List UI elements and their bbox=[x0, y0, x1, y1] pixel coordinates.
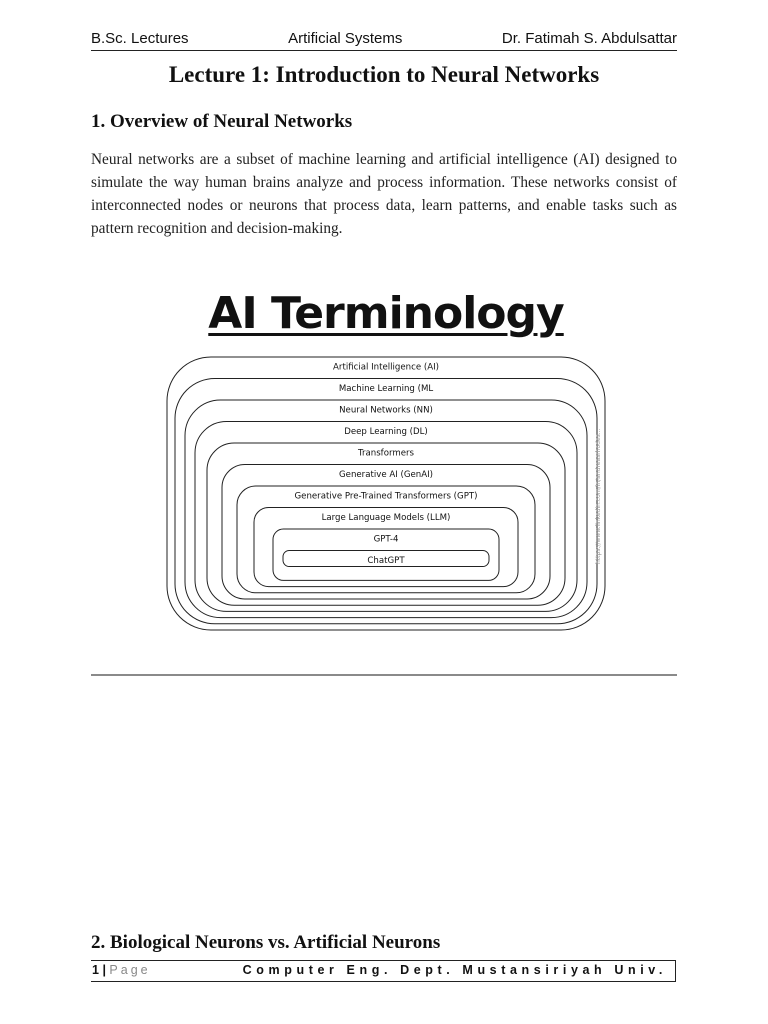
page-indicator bbox=[92, 963, 151, 977]
page-number: 1 bbox=[92, 963, 99, 977]
terminology-label-2: Machine Learning (ML bbox=[338, 384, 434, 394]
nested-terminology-diagram bbox=[160, 284, 612, 634]
terminology-label-8: Large Language Models (LLM) bbox=[321, 513, 451, 523]
terminology-label-4: Deep Learning (DL) bbox=[344, 427, 428, 437]
lecture-title: Lecture 1: Introduction to Neural Networks bbox=[168, 62, 600, 87]
terminology-label-5: Transformers bbox=[357, 448, 415, 459]
section-2-heading: 2. Biological Neurons vs. Artificial Neurons bbox=[91, 932, 441, 953]
page-word: Page bbox=[109, 963, 151, 977]
terminology-label-9: GPT-4 bbox=[373, 534, 399, 545]
figure-source-url: https://www.linkedin.com/in/andreasrhodes... bbox=[595, 428, 602, 564]
page-footer bbox=[91, 960, 676, 982]
section-1-heading: 1. Overview of Neural Networks bbox=[91, 111, 353, 132]
page-header bbox=[91, 26, 677, 51]
figure-title: AI Terminology bbox=[208, 288, 564, 339]
terminology-label-7: Generative Pre-Trained Transformers (GPT) bbox=[294, 491, 478, 502]
terminology-box-6 bbox=[222, 465, 550, 600]
header-subject: Artificial Systems bbox=[288, 29, 403, 47]
terminology-label-6: Generative AI (GenAI) bbox=[339, 470, 433, 480]
ai-terminology-figure bbox=[160, 284, 612, 634]
terminology-label-3: Neural Networks (NN) bbox=[339, 405, 433, 416]
page-separator: | bbox=[102, 963, 106, 977]
header-course: B.Sc. Lectures bbox=[91, 29, 189, 47]
terminology-label-1: Artificial Intelligence (AI) bbox=[333, 362, 439, 373]
section-1-paragraph: Neural networks are a subset of machine learning and artificial intelligence (AI) designed to simulate the way human brains analyze and process information. These networks consist of interconnected nodes or neurons that process data, learn patterns, and enable tasks such as pattern recognition and decision-making. bbox=[91, 151, 677, 237]
footer-department: Computer Eng. Dept. Mustansiriyah Univ. bbox=[242, 963, 667, 977]
header-author: Dr. Fatimah S. Abdulsattar bbox=[501, 29, 677, 47]
terminology-label-10: ChatGPT bbox=[367, 556, 405, 566]
horizontal-rule bbox=[91, 674, 677, 676]
